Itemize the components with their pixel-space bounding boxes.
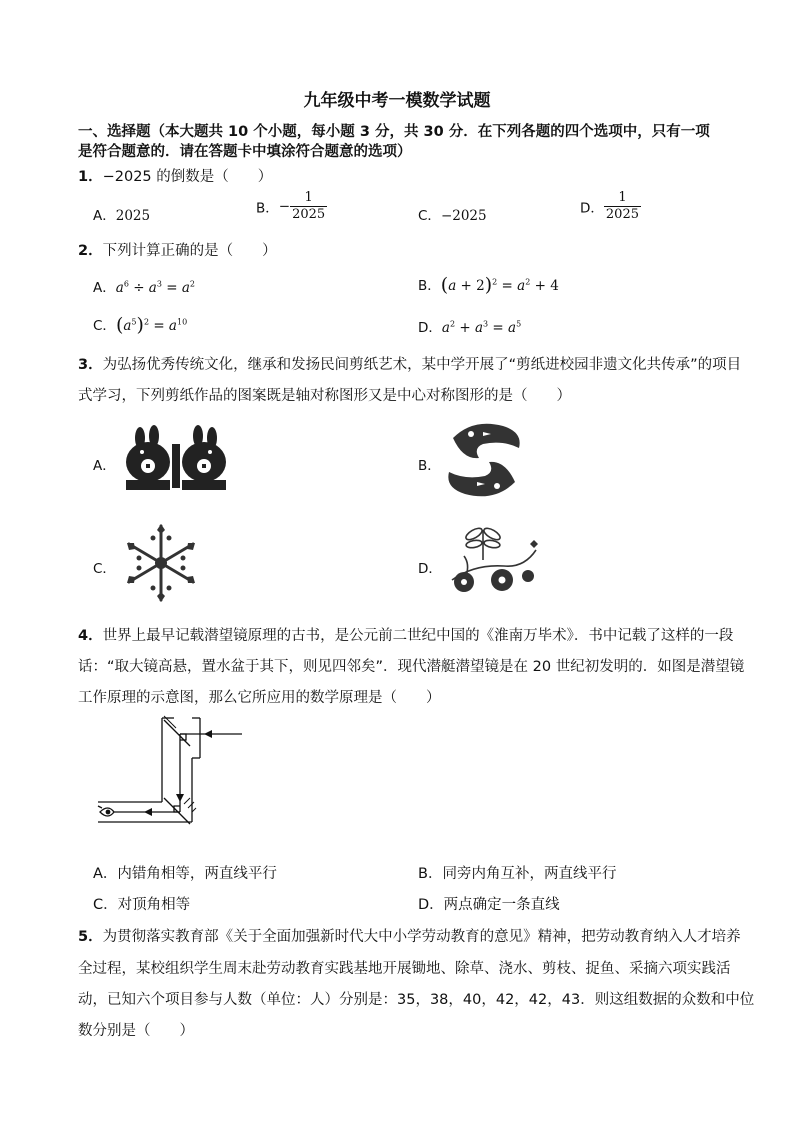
question-stem: −2025 的倒数是（ ）	[102, 169, 273, 185]
q3-option-c-label[interactable]: C．	[93, 561, 116, 577]
question-4-line3: 工作原理的示意图，那么它所应用的数学原理是（ ）	[78, 690, 441, 706]
numerator: 1	[290, 190, 327, 207]
q1-option-a[interactable]	[93, 204, 150, 224]
question-5-line2: 全过程，某校组织学生周末赴劳动教育实践基地开展锄地、除草、浇水、剪枝、捉鱼、采摘六项实践活	[78, 961, 731, 977]
fraction	[290, 190, 327, 223]
formula: $a^6 \div a^3 = a^2$	[115, 279, 195, 296]
q1-option-b[interactable]	[256, 190, 327, 223]
question-4-line1	[78, 624, 733, 645]
option-label: A．	[93, 866, 118, 882]
question-5-line1	[78, 925, 741, 946]
denominator: 2025	[605, 207, 639, 222]
option-label: B．	[256, 200, 279, 217]
option-text: 内错角相等，两直线平行	[117, 866, 277, 882]
q4-option-d[interactable]	[418, 893, 560, 914]
question-1	[78, 165, 272, 186]
q3-option-d-label[interactable]: D．	[418, 561, 442, 577]
question-text: 为贯彻落实教育部《关于全面加强新时代大中小学劳动教育的意见》精神，把劳动教育纳入人才培养	[102, 929, 741, 945]
minus-sign: −	[278, 198, 291, 215]
denominator: 2025	[292, 207, 326, 222]
section-heading-line2: 是符合题意的．请在答题卡中填涂符合题意的选项）	[78, 144, 412, 160]
snowflake-papercut-icon[interactable]	[119, 522, 203, 604]
option-label: C．	[93, 318, 116, 334]
question-number: 4．	[78, 628, 103, 644]
page-title: 九年级中考一模数学试题	[303, 91, 491, 111]
option-text: −2025	[440, 208, 487, 224]
option-label: B．	[418, 866, 443, 882]
option-label: D．	[418, 897, 444, 913]
option-text: 同旁内角互补，两直线平行	[442, 866, 617, 882]
q2-option-c[interactable]	[93, 314, 187, 336]
question-2	[78, 239, 277, 260]
question-stem: 下列计算正确的是（ ）	[102, 243, 277, 259]
option-label: A．	[93, 208, 116, 224]
option-text: 对顶角相等	[117, 897, 191, 913]
question-number: 1．	[78, 169, 103, 185]
q4-option-a[interactable]	[93, 862, 277, 883]
q1-option-d[interactable]	[580, 190, 641, 223]
option-label: C．	[418, 208, 441, 224]
dragonfly-flower-papercut-icon[interactable]	[444, 520, 544, 602]
fraction	[604, 190, 641, 223]
option-label: B．	[418, 278, 441, 294]
question-5-line3: 动，已知六个项目参与人数（单位：人）分别是：35，38，40，42，42，43．则这组数据的众数和中位	[78, 992, 755, 1008]
section-heading-line1: 一、选择题（本大题共 10 个小题，每小题 3 分，共 30 分．在下列各题的四个选项中，只有一项	[78, 124, 710, 140]
question-text: 世界上最早记载潜望镜原理的古书，是公元前二世纪中国的《淮南万毕术》．书中记载了这样的一段	[102, 628, 734, 644]
question-number: 5．	[78, 929, 103, 945]
option-text: 两点确定一条直线	[443, 897, 560, 913]
q2-option-d[interactable]	[418, 316, 521, 336]
periscope-diagram	[92, 714, 252, 850]
q2-option-a[interactable]	[93, 276, 195, 296]
option-label: D．	[418, 320, 442, 336]
rabbit-papercut-icon[interactable]	[118, 424, 234, 494]
formula: $(a + 2)^2 = a^2 + 4$	[440, 274, 559, 296]
question-number: 2．	[78, 243, 103, 259]
q4-option-c[interactable]	[93, 893, 190, 914]
formula: $(a^5)^2 = a^{10}$	[115, 314, 188, 336]
q4-option-b[interactable]	[418, 862, 616, 883]
question-4-line2: 话：“取大镜高悬，置水盆于其下，则见四邻矣”．现代潜艇潜望镜是在 20 世纪初发明的．如图是潜望镜	[78, 659, 745, 675]
q3-option-a-label[interactable]: A．	[93, 458, 116, 474]
fish-papercut-icon[interactable]	[443, 418, 525, 502]
q1-option-c[interactable]	[418, 204, 487, 224]
q2-option-b[interactable]	[418, 274, 559, 296]
question-3-line1	[78, 353, 741, 374]
question-5-line4: 数分别是（ ）	[78, 1023, 194, 1039]
numerator: 1	[604, 190, 641, 207]
formula: $a^2 + a^3 = a^5$	[441, 319, 522, 336]
question-number: 3．	[78, 357, 103, 373]
q3-option-b-label[interactable]: B．	[418, 458, 441, 474]
option-label: D．	[580, 200, 604, 217]
option-label: A．	[93, 280, 116, 296]
option-label: C．	[93, 897, 118, 913]
question-text: 为弘扬优秀传统文化，继承和发扬民间剪纸艺术，某中学开展了“剪纸进校园非遗文化共传承”的项目	[102, 357, 742, 373]
question-3-line2: 式学习，下列剪纸作品的图案既是轴对称图形又是中心对称图形的是（ ）	[78, 388, 571, 404]
option-text: 2025	[115, 208, 151, 224]
